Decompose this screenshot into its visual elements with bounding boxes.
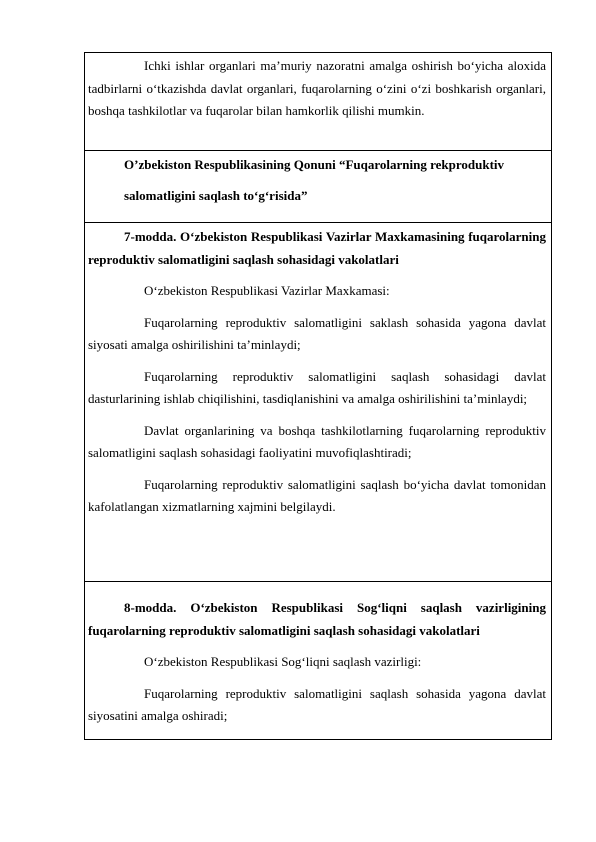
article-7-subject: O‘zbekiston Respublikasi Vazirlar Maxkamasi: xyxy=(144,283,390,298)
article-7-item: Fuqarolarning reproduktiv salomatligini saqlash sohasidagi davlat dasturlarining ishlab chiqilishini, tasdiqlanishini va amalga oshirilishini ta’minlaydi; xyxy=(88,368,546,406)
article-7-item: Fuqarolarning reproduktiv salomatligini saklash sohasida yagona davlat siyosati amalga oshirilishini ta’minlaydi; xyxy=(88,314,546,352)
law-title-line-1: O’zbekiston Respublikasining Qonuni “Fuqarolarning rekproduktiv xyxy=(124,157,505,172)
article-7-item: Davlat organlarining va boshqa tashkilotlarning fuqarolarning reproduktiv salomatligini saqlash sohasidagi faoliyatini muvofiqlashtiradi; xyxy=(88,422,546,460)
article-8-subject: O‘zbekiston Respublikasi Sog‘liqni saqlash vazirligi: xyxy=(144,654,422,669)
intro-cell xyxy=(88,55,546,123)
article-8-item: Fuqarolarning reproduktiv salomatligini saqlash sohasida yagona davlat siyosatini amalga oshiradi; xyxy=(88,685,546,723)
row-divider xyxy=(84,222,552,223)
row-divider xyxy=(84,150,552,151)
article-8-heading: 8-modda. O‘zbekiston Respublikasi Sog‘liqni saqlash vazirligining fuqarolarning reproduktiv salomatligini saqlash sohasidagi vakolatlari xyxy=(88,600,546,638)
article-7-heading: 7-modda. O‘zbekiston Respublikasi Vazirlar Maxkamasining fuqarolarning reproduktiv salomatligini saqlash sohasidagi vakolatlari xyxy=(88,229,546,267)
law-title-cell xyxy=(88,154,546,207)
intro-paragraph: Ichki ishlar organlari ma’muriy nazoratni amalga oshirish bo‘yicha aloxida tadbirlarni o‘tkazishda davlat organlari, fuqarolarning o‘zini o‘zi boshkarish organlari, boshqa tashkilotlar va fuqarolar bilan hamkorlik qilishi mumkin. xyxy=(88,58,546,118)
article-7-item: Fuqarolarning reproduktiv salomatligini saqlash bo‘yicha davlat tomonidan kafolatlangan xizmatlarning xajmini belgilaydi. xyxy=(88,476,546,514)
article-8-cell xyxy=(88,597,546,728)
article-7-cell xyxy=(88,226,546,519)
law-title-line-2: salomatligini saqlash to‘g‘risida” xyxy=(124,187,308,203)
row-divider xyxy=(84,581,552,582)
